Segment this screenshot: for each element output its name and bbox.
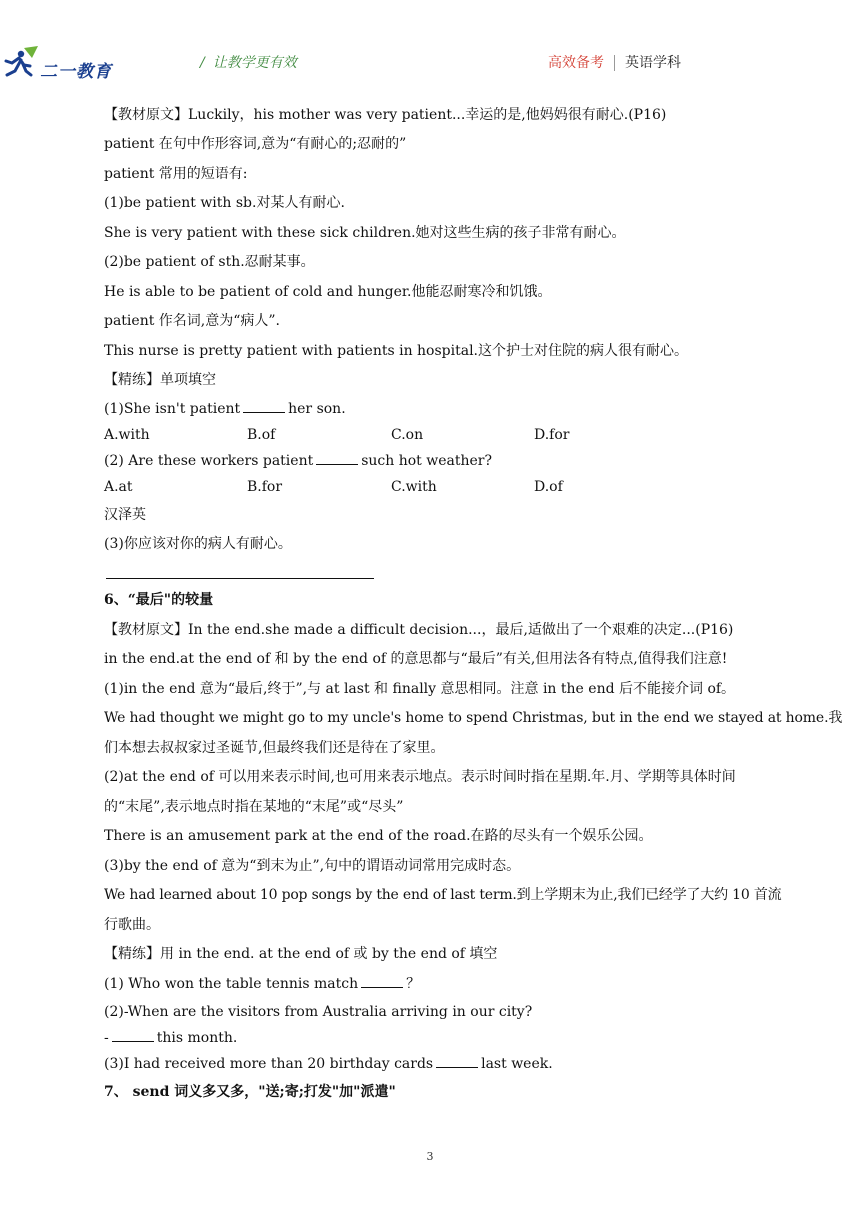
text-line: 汉泽英 xyxy=(104,507,146,523)
answer-blank[interactable] xyxy=(243,400,285,413)
exercise-heading: 【精练】用 in the end. at the end of 或 by the end of 填空 xyxy=(104,946,498,962)
header-slogan xyxy=(200,52,297,72)
text-line: patient 在句中作形容词,意为“有耐心的;忍耐的” xyxy=(104,136,407,152)
text-line: (1)be patient with sb.对某人有耐心. xyxy=(104,195,345,211)
question-6-2-answer xyxy=(104,1029,237,1047)
text-line: (2)at the end of 可以用来表示时间,也可用来表示地点。表示时间时指在星期.年.月、学期等具体时间 xyxy=(104,769,736,785)
question-1 xyxy=(104,400,346,418)
text-line: (3)你应该对你的病人有耐心。 xyxy=(104,536,292,552)
answer-blank[interactable] xyxy=(436,1055,478,1068)
text-line: 【教材原文】In the end.she made a difficult decision...，最后,适做出了一个艰难的决定...(P16) xyxy=(104,622,734,638)
running-man-icon xyxy=(2,46,42,78)
question-text: such hot weather? xyxy=(361,453,492,469)
text-line: (1)in the end 意为“最后,终于”,与 at last 和 finally 意思相同。注意 in the end 后不能接介词 of。 xyxy=(104,681,736,697)
question-text: (1)She isn't patient xyxy=(104,401,241,417)
question-text: this month. xyxy=(156,1030,238,1046)
exercise-heading: 【精练】单项填空 xyxy=(104,372,216,388)
question-6-3 xyxy=(104,1055,553,1073)
text-line: patient 常用的短语有: xyxy=(104,166,248,182)
answer-blank[interactable] xyxy=(112,1029,154,1042)
option-d[interactable]: D.for xyxy=(534,427,570,443)
header-tag-exam: 高效备考 xyxy=(548,55,604,71)
text-line: 们本想去叔叔家过圣诞节,但最终我们还是待在了家里。 xyxy=(104,740,445,756)
option-b[interactable]: B.for xyxy=(247,479,283,495)
option-c[interactable]: C.on xyxy=(391,427,424,443)
slogan-text: 让教学更有效 xyxy=(212,55,297,71)
text-line: She is very patient with these sick children.她对这些生病的孩子非常有耐心。 xyxy=(104,225,626,241)
option-a[interactable]: A.at xyxy=(104,479,133,495)
header-divider xyxy=(614,55,615,71)
text-line: We had thought we might go to my uncle's home to spend Christmas, but in the end we stayed at home.我 xyxy=(104,710,843,726)
question-text: - xyxy=(104,1030,109,1046)
text-line: 行歌曲。 xyxy=(104,917,160,933)
text-line: in the end.at the end of 和 by the end of 的意思都与“最后”有关,但用法各有特点,值得我们注意! xyxy=(104,651,728,667)
text-line: 的“末尾”,表示地点时指在某地的“末尾”或“尽头” xyxy=(104,799,404,815)
text-line: There is an amusement park at the end of the road.在路的尽头有一个娱乐公园。 xyxy=(104,828,653,844)
question-text: (2) Are these workers patient xyxy=(104,453,314,469)
text-line: patient 作名词,意为“病人”. xyxy=(104,313,281,329)
question-text: ？ xyxy=(406,976,421,992)
question-text: last week. xyxy=(481,1056,553,1072)
text-line: This nurse is pretty patient with patients in hospital.这个护士对住院的病人很有耐心。 xyxy=(104,343,689,359)
section-7-title: 7、 send 词义多又多，"送;寄;打发"加"派遣" xyxy=(104,1084,396,1100)
translation-answer-line[interactable] xyxy=(106,578,374,579)
option-d[interactable]: D.of xyxy=(534,479,563,495)
answer-blank[interactable] xyxy=(316,452,358,465)
text-line: We had learned about 10 pop songs by the end of last term.到上学期末为止,我们已经学了大约 10 首流 xyxy=(104,887,782,903)
answer-blank[interactable] xyxy=(361,975,403,988)
text-line: 【教材原文】Luckily，his mother was very patient...幸运的是,他妈妈很有耐心.(P16) xyxy=(104,107,667,123)
slogan-separator: / xyxy=(200,55,205,71)
section-6-title: 6、“最后"的较量 xyxy=(104,592,214,608)
logo-text: 二一教育 xyxy=(40,62,112,82)
page-header xyxy=(0,40,860,80)
logo xyxy=(2,46,112,82)
header-right xyxy=(548,52,681,72)
text-line: He is able to be patient of cold and hunger.他能忍耐寒冷和饥饿。 xyxy=(104,284,552,300)
question-text: (1) Who won the table tennis match xyxy=(104,976,359,992)
question-text: her son. xyxy=(288,401,346,417)
text-line: (3)by the end of 意为“到末为止”,句中的谓语动词常用完成时态。 xyxy=(104,858,521,874)
option-c[interactable]: C.with xyxy=(391,479,437,495)
text-line: (2)be patient of sth.忍耐某事。 xyxy=(104,254,315,270)
question-6-2: (2)-When are the visitors from Australia arriving in our city? xyxy=(104,1004,533,1020)
question-text: (3)I had received more than 20 birthday cards xyxy=(104,1056,434,1072)
page-number: 3 xyxy=(426,1150,434,1163)
question-2 xyxy=(104,452,492,470)
option-b[interactable]: B.of xyxy=(247,427,276,443)
header-tag-subject: 英语学科 xyxy=(625,55,681,71)
option-a[interactable]: A.with xyxy=(104,427,150,443)
question-6-1 xyxy=(104,975,420,993)
